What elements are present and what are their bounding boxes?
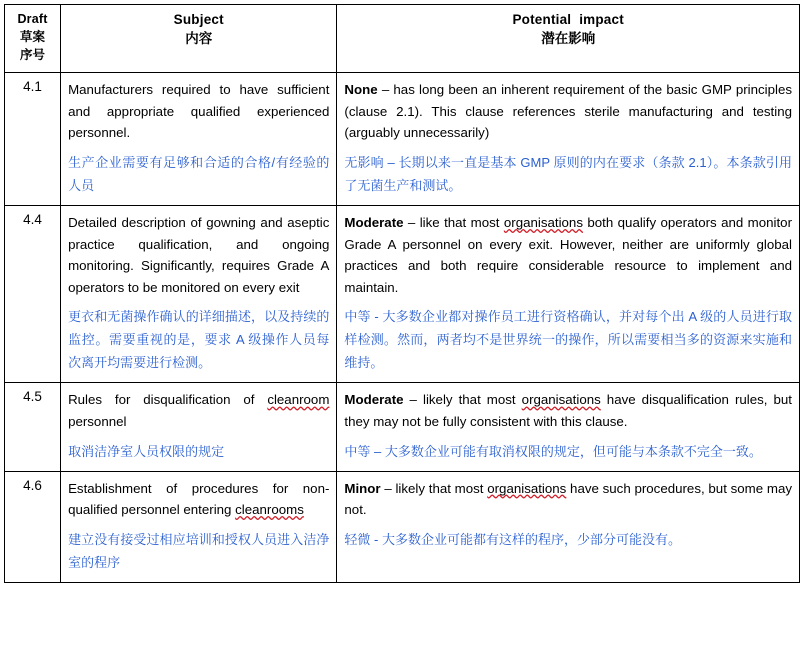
- impact-level-label: Moderate: [344, 392, 404, 408]
- row-impact: [337, 73, 800, 206]
- header-draft-zh1: 草案: [20, 29, 46, 44]
- row-subject: [61, 471, 337, 582]
- row-impact-en: [344, 478, 792, 521]
- impact-level-label: Minor: [344, 480, 381, 496]
- row-impact-en: [344, 79, 792, 144]
- table-row: [5, 205, 800, 383]
- row-impact-en: [344, 389, 792, 432]
- spellcheck-term: organisations: [487, 480, 567, 496]
- row-impact: [337, 383, 800, 471]
- header-cell-impact: [337, 5, 800, 73]
- table-row: [5, 73, 800, 206]
- row-subject: [61, 383, 337, 471]
- spellcheck-term: cleanroom: [267, 392, 330, 408]
- row-impact: [337, 205, 800, 383]
- row-subject-zh: 建立没有接受过相应培训和授权人员进入洁净室的程序: [68, 531, 330, 570]
- row-subject-en: Detailed description of gowning and aseptic practice qualification, and ongoing monitoring. Significantly, requires Grade A operators to be monitored on every exit: [68, 214, 330, 295]
- row-impact: [337, 471, 800, 582]
- row-impact-zh: 无影响 – 长期以来一直是基本 GMP 原则的内在要求（条款 2.1）。本条款引用了无菌生产和测试。: [344, 154, 792, 193]
- spellcheck-term: cleanrooms: [235, 502, 304, 518]
- header-cell-draft-no: [5, 5, 61, 73]
- header-draft-zh2: 序号: [20, 48, 46, 62]
- row-subject-en: Manufacturers required to have sufficient and appropriate qualified experienced personnel.: [68, 82, 330, 141]
- header-cell-subject: [61, 5, 337, 73]
- row-number: 4.5: [5, 383, 61, 471]
- impact-detail-text: – like that most organisations both qualify operators and monitor Grade A personnel on every exit. However, neither are uniformly global practices and both require considerable resource to implement and maintain.: [344, 214, 792, 295]
- impact-level-label: None: [344, 82, 378, 98]
- row-number: 4.6: [5, 471, 61, 582]
- impact-detail-text: – has long been an inherent requirement of the basic GMP principles (clause 2.1). This clause references sterile manufacturing and testing (arguably unnecessarily): [344, 82, 792, 141]
- table-row: [5, 471, 800, 582]
- row-subject-en: Establishment of procedures for non-qualified personnel entering cleanrooms: [68, 480, 330, 518]
- impact-detail-text: – likely that most organisations have such procedures, but some may not.: [344, 480, 792, 518]
- row-subject-zh: 生产企业需要有足够和合适的合格/有经验的人员: [68, 154, 330, 193]
- impact-detail-text: – likely that most organisations have disqualification rules, but they may not be fully consistent with this clause.: [344, 392, 792, 429]
- table-header-row: [5, 5, 800, 73]
- header-subject-zh: 内容: [185, 31, 213, 47]
- row-impact-zh: 中等 - 大多数企业都对操作员工进行资格确认，并对每个出 A 级的人员进行取样检测。然而，两者均不是世界统一的操作，所以需要相当多的资源来实施和维持。: [344, 309, 792, 371]
- impact-assessment-table: [4, 4, 800, 583]
- spellcheck-term: organisations: [503, 214, 583, 230]
- row-subject-zh: 更衣和无菌操作确认的详细描述，以及持续的监控。需要重视的是，要求 A 级操作人员每次离开均需要进行检测。: [68, 309, 330, 371]
- header-impact-en: Potential impact: [512, 12, 624, 27]
- spellcheck-term: organisations: [521, 392, 601, 408]
- impact-level-label: Moderate: [344, 214, 404, 230]
- header-subject-en: Subject: [173, 12, 224, 27]
- row-number: 4.4: [5, 205, 61, 383]
- header-impact-zh: 潜在影响: [541, 31, 596, 47]
- row-subject: [61, 73, 337, 206]
- row-subject: [61, 205, 337, 383]
- row-number: 4.1: [5, 73, 61, 206]
- row-impact-zh: 中等 – 大多数企业可能有取消权限的规定，但可能与本条款不完全一致。: [344, 443, 762, 459]
- row-subject-zh: 取消洁净室人员权限的规定: [68, 443, 225, 459]
- row-subject-en: Rules for disqualification of cleanroom personnel: [68, 392, 330, 429]
- row-impact-zh: 轻微 - 大多数企业可能都有这样的程序，少部分可能没有。: [344, 531, 681, 547]
- table-row: [5, 383, 800, 471]
- header-draft-en: Draft: [17, 12, 48, 26]
- row-impact-en: [344, 212, 792, 298]
